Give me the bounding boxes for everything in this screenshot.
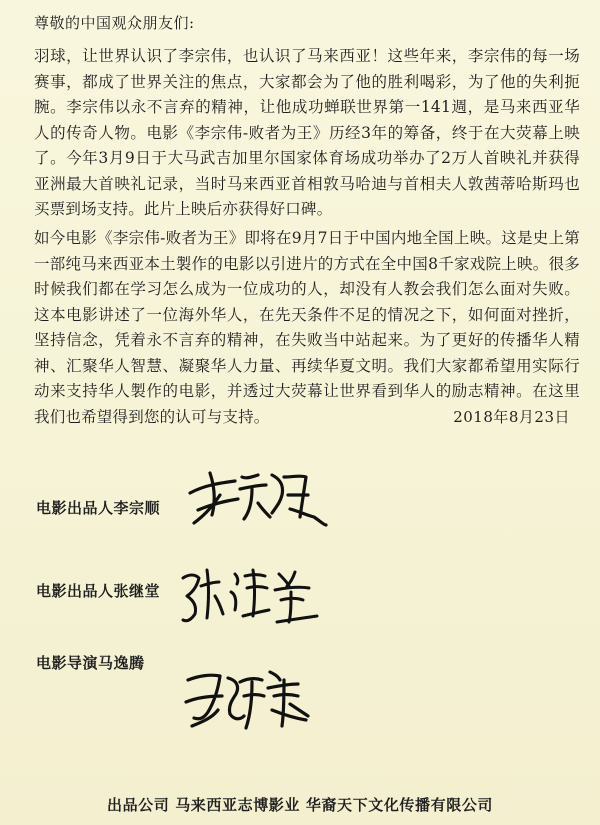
production-company-footer: 出品公司 马来西亚志博影业 华裔天下文化传播有限公司	[106, 796, 494, 814]
signatory-label-producer-1: 电影出品人李宗顺	[36, 499, 161, 517]
signatory-label-director: 电影导演马逸腾	[36, 654, 145, 672]
paragraph-2: 如今电影《李宗伟-败者为王》即将在9月7日于中国内地全国上映。这是史上第一部纯马来西亚本土製作的电影以引进片的方式在全中国8千家戏院上映。很多时候我们都在学习怎么成为一位成功的人，却没有人教会我们怎么面对失败。这本电影讲述了一位海外华人，在先天条件不足的情况之下，如何面对挫折，坚持信念，凭着永不言弃的精神，在失败当中站起来。为了更好的传播华人精神、汇聚华人智慧、凝聚华人力量、再续华夏文明。我们大家都希望用实际行动来支持华人製作的电影，并透过大荧幕让世界看到华人的励志精神。在这里我们也希望得到您的认可与支持。	[34, 229, 580, 426]
letter-date: 2018年8月23日	[453, 408, 570, 426]
paragraph-1: 羽球，让世界认识了李宗伟，也认识了马来西亚！这些年来，李宗伟的每一场赛事，都成了世界关注的焦点，大家都会为了他的胜利喝彩，为了他的失利扼腕。李宗伟以永不言弃的精神，让他成功蝉联世界第一141週，是马来西亚华人的传奇人物。电影《李宗伟-败者为王》历经3年的筹备，终于在大荧幕上映了。今年3月9日于大马武吉加里尔国家体育场成功举办了2万人首映礼并获得亚洲最大首映礼记录，当时马来西亚首相敦马哈迪与首相夫人敦茜蒂哈斯玛也买票到场支持。此片上映后亦获得好口碑。	[34, 47, 580, 218]
signature-director	[178, 660, 313, 735]
signatory-label-producer-2: 电影出品人张继堂	[36, 582, 161, 600]
signature-producer-2	[175, 560, 325, 630]
signature-producer-1	[180, 455, 330, 535]
salutation: 尊敬的中国观众朋友们:	[34, 14, 195, 32]
